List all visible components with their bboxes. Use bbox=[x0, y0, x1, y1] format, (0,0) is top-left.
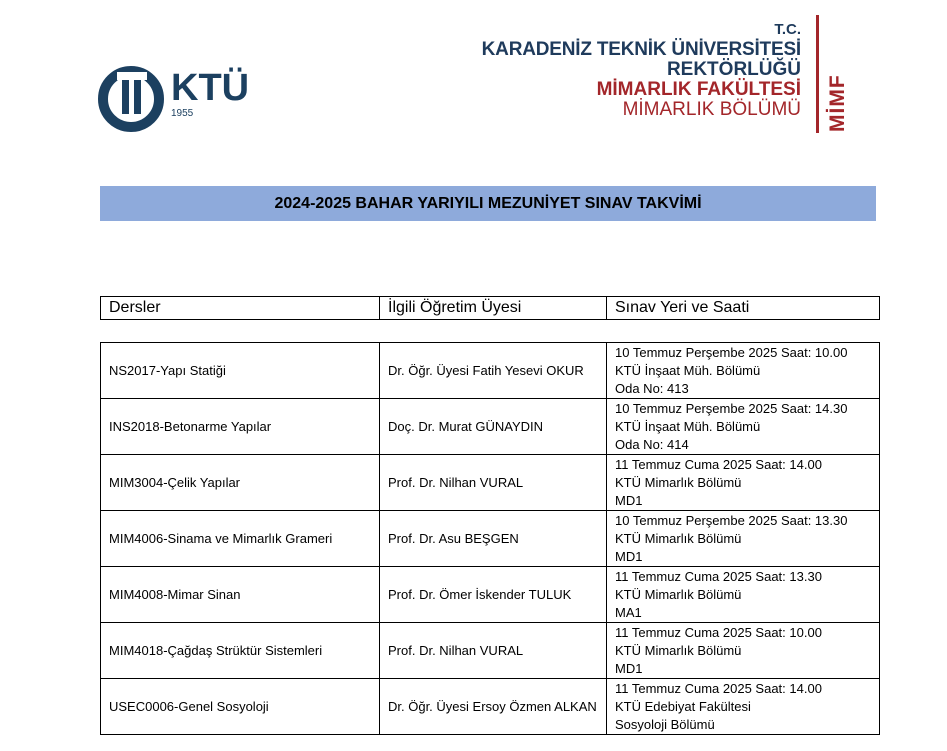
table-row bbox=[101, 455, 880, 511]
exam-date-time: 11 Temmuz Cuma 2025 Saat: 13.30 bbox=[615, 568, 822, 584]
course-cell: INS2018-Betonarme Yapılar bbox=[101, 399, 380, 455]
exam-room: MA1 bbox=[615, 604, 642, 620]
instructor-cell: Dr. Öğr. Üyesi Fatih Yesevi OKUR bbox=[380, 343, 607, 399]
exam-location: KTÜ İnşaat Müh. Bölümü bbox=[615, 362, 761, 378]
instructor-cell: Prof. Dr. Nilhan VURAL bbox=[380, 455, 607, 511]
column-header-instructor: İlgili Öğretim Üyesi bbox=[380, 297, 607, 320]
exam-location: KTÜ Edebiyat Fakültesi bbox=[615, 698, 751, 714]
exam-date-time: 10 Temmuz Perşembe 2025 Saat: 10.00 bbox=[615, 344, 848, 360]
course-cell: MIM4006-Sinama ve Mimarlık Grameri bbox=[101, 511, 380, 567]
mimf-divider bbox=[816, 15, 819, 133]
exam-schedule-table bbox=[100, 342, 880, 735]
table-row bbox=[101, 567, 880, 623]
table-row bbox=[101, 343, 880, 399]
ktu-emblem-icon bbox=[97, 64, 167, 134]
place-time-cell bbox=[607, 455, 880, 511]
instructor-cell: Dr. Öğr. Üyesi Ersoy Özmen ALKAN bbox=[380, 679, 607, 735]
table-row bbox=[101, 511, 880, 567]
place-time-cell bbox=[607, 567, 880, 623]
place-time-cell bbox=[607, 511, 880, 567]
exam-date-time: 11 Temmuz Cuma 2025 Saat: 14.00 bbox=[615, 456, 822, 472]
exam-location: KTÜ Mimarlık Bölümü bbox=[615, 642, 742, 658]
institution-department: MİMARLIK BÖLÜMÜ bbox=[622, 99, 801, 120]
institution-rectorate: REKTÖRLÜĞÜ bbox=[666, 59, 801, 80]
ktu-logo-text: KTÜ bbox=[171, 67, 250, 109]
page-title: 2024-2025 BAHAR YARIYILI MEZUNİYET SINAV TAKVİMİ bbox=[274, 194, 702, 212]
table-row bbox=[101, 623, 880, 679]
mimf-abbrev: MİMF bbox=[826, 74, 849, 132]
place-time-cell bbox=[607, 343, 880, 399]
column-header-table bbox=[100, 296, 880, 320]
exam-date-time: 10 Temmuz Perşembe 2025 Saat: 13.30 bbox=[615, 512, 848, 528]
exam-location: KTÜ Mimarlık Bölümü bbox=[615, 474, 742, 490]
instructor-cell: Prof. Dr. Ömer İskender TULUK bbox=[380, 567, 607, 623]
exam-room: Oda No: 413 bbox=[615, 380, 689, 396]
title-banner bbox=[100, 186, 876, 221]
ktu-logo bbox=[97, 64, 257, 134]
ktu-logo-year: 1955 bbox=[171, 108, 194, 119]
exam-date-time: 11 Temmuz Cuma 2025 Saat: 14.00 bbox=[615, 680, 822, 696]
column-header-course: Dersler bbox=[101, 297, 380, 320]
place-time-cell bbox=[607, 679, 880, 735]
place-time-cell bbox=[607, 623, 880, 679]
instructor-cell: Prof. Dr. Nilhan VURAL bbox=[380, 623, 607, 679]
course-cell: NS2017-Yapı Statiği bbox=[101, 343, 380, 399]
table-row bbox=[101, 679, 880, 735]
exam-location: KTÜ İnşaat Müh. Bölümü bbox=[615, 418, 761, 434]
exam-room: MD1 bbox=[615, 492, 643, 508]
exam-room: MD1 bbox=[615, 548, 643, 564]
institution-tc: T.C. bbox=[774, 21, 801, 38]
table-row bbox=[101, 399, 880, 455]
exam-location: KTÜ Mimarlık Bölümü bbox=[615, 586, 742, 602]
course-cell: MIM4018-Çağdaş Strüktür Sistemleri bbox=[101, 623, 380, 679]
place-time-cell bbox=[607, 399, 880, 455]
course-cell: MIM4008-Mimar Sinan bbox=[101, 567, 380, 623]
exam-room: Sosyoloji Bölümü bbox=[615, 716, 715, 732]
instructor-cell: Prof. Dr. Asu BEŞGEN bbox=[380, 511, 607, 567]
course-cell: MIM3004-Çelik Yapılar bbox=[101, 455, 380, 511]
institution-faculty: MİMARLIK FAKÜLTESİ bbox=[596, 79, 801, 100]
instructor-cell: Doç. Dr. Murat GÜNAYDIN bbox=[380, 399, 607, 455]
exam-room: Oda No: 414 bbox=[615, 436, 689, 452]
exam-date-time: 10 Temmuz Perşembe 2025 Saat: 14.30 bbox=[615, 400, 848, 416]
exam-date-time: 11 Temmuz Cuma 2025 Saat: 10.00 bbox=[615, 624, 822, 640]
column-header-place-time: Sınav Yeri ve Saati bbox=[607, 297, 880, 320]
course-cell: USEC0006-Genel Sosyoloji bbox=[101, 679, 380, 735]
column-header-row bbox=[101, 297, 880, 320]
exam-room: MD1 bbox=[615, 660, 643, 676]
institution-block bbox=[482, 20, 801, 120]
institution-university: KARADENİZ TEKNİK ÜNİVERSİTESİ bbox=[481, 39, 801, 60]
exam-location: KTÜ Mimarlık Bölümü bbox=[615, 530, 742, 546]
